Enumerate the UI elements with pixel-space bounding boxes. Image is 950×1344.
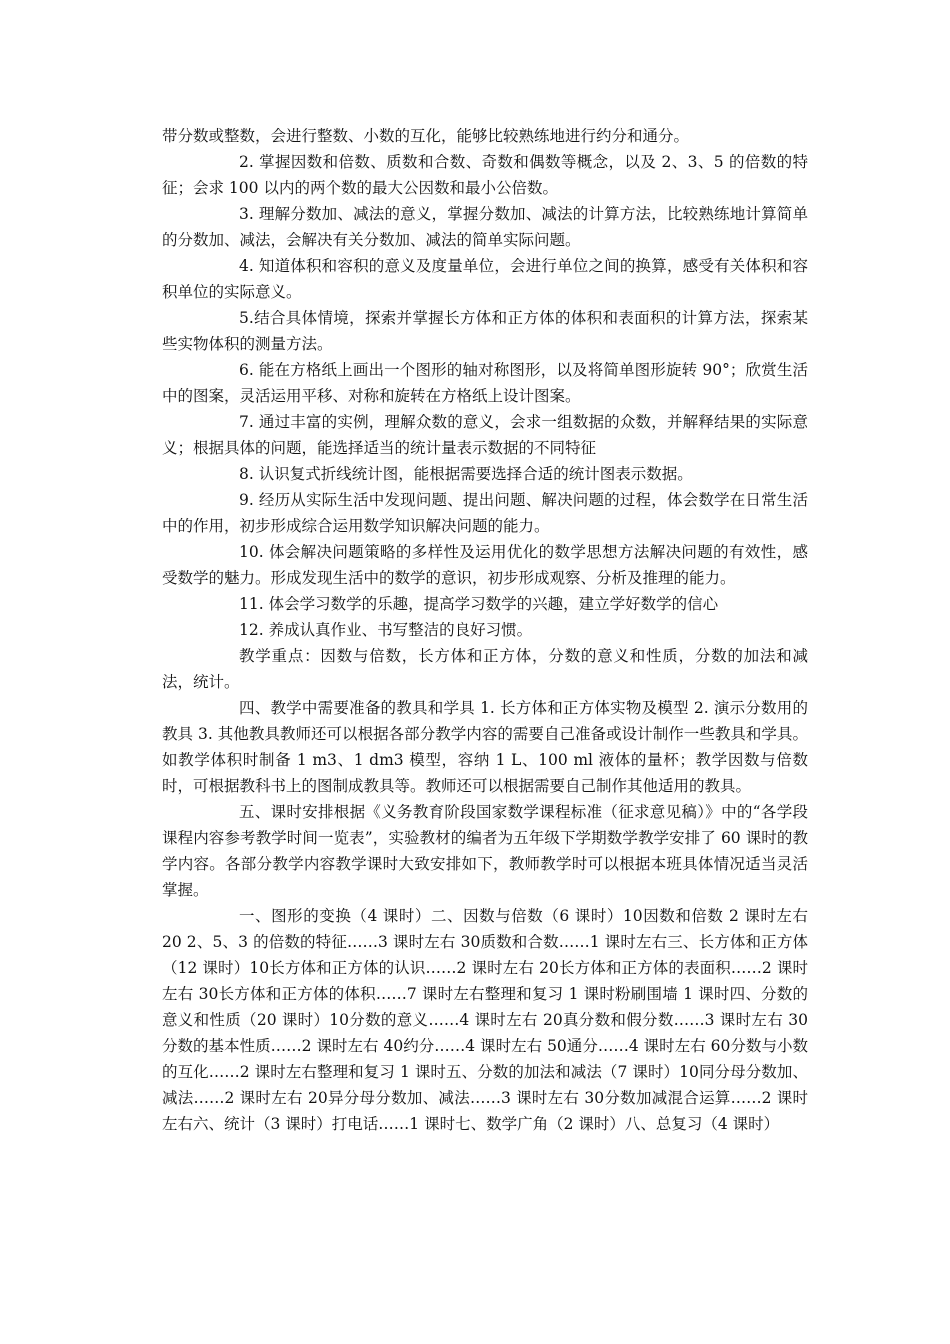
paragraph-item-5: 5.结合具体情境，探索并掌握长方体和正方体的体积和表面积的计算方法，探索某些实物体积的测量方法。 — [162, 309, 808, 353]
document-body — [162, 123, 808, 1137]
paragraph-item-12: 12. 养成认真作业、书写整洁的良好习惯。 — [239, 621, 533, 639]
paragraph-item-7: 7. 通过丰富的实例，理解众数的意义，会求一组数据的众数，并解释结果的实际意义；根据具体的问题，能选择适当的统计量表示数据的不同特征 — [162, 413, 808, 457]
paragraph-teaching-focus: 教学重点：因数与倍数，长方体和正方体，分数的意义和性质，分数的加法和减法，统计。 — [162, 647, 808, 691]
paragraph-item-3: 3. 理解分数加、减法的意义，掌握分数加、减法的计算方法，比较熟练地计算简单的分数加、减法，会解决有关分数加、减法的简单实际问题。 — [162, 205, 808, 249]
paragraph-item-8: 8. 认识复式折线统计图，能根据需要选择合适的统计图表示数据。 — [239, 465, 693, 483]
paragraph-section-4-teaching-aids: 四、教学中需要准备的教具和学具 1. 长方体和正方体实物及模型 2. 演示分数用的教具 3. 其他教具教师还可以根据各部分教学内容的需要自己准备或设计制作一些教具和学具。如教学体积时制备 1 m3、1 dm3 模型，容纳 1 L、100 ml 液体的量杯；教学因数与倍数时，可根据教科书上的图制成教具等。教师还可以根据需要自己制作其他适用的教具。 — [162, 699, 808, 795]
paragraph-fraction-conversion: 带分数或整数，会进行整数、小数的互化，能够比较熟练地进行约分和通分。 — [162, 127, 690, 145]
paragraph-item-10: 10. 体会解决问题策略的多样性及运用优化的数学思想方法解决问题的有效性，感受数学的魅力。形成发现生活中的数学的意识，初步形成观察、分析及推理的能力。 — [162, 543, 808, 587]
paragraph-item-2: 2. 掌握因数和倍数、质数和合数、奇数和偶数等概念，以及 2、3、5 的倍数的特征；会求 100 以内的两个数的最大公因数和最小公倍数。 — [162, 153, 808, 197]
paragraph-item-6: 6. 能在方格纸上画出一个图形的轴对称图形，以及将简单图形旋转 90°；欣赏生活中的图案，灵活运用平移、对称和旋转在方格纸上设计图案。 — [162, 361, 808, 405]
paragraph-item-4: 4. 知道体积和容积的意义及度量单位，会进行单位之间的换算，感受有关体积和容积单位的实际意义。 — [162, 257, 808, 301]
paragraph-item-11: 11. 体会学习数学的乐趣，提高学习数学的兴趣，建立学好数学的信心 — [239, 595, 719, 613]
paragraph-item-9: 9. 经历从实际生活中发现问题、提出问题、解决问题的过程，体会数学在日常生活中的作用，初步形成综合运用数学知识解决问题的能力。 — [162, 491, 808, 535]
paragraph-lesson-plan-outline: 一、图形的变换（4 课时）二、因数与倍数（6 课时）10因数和倍数 2 课时左右 20 2、5、3 的倍数的特征……3 课时左右 30质数和合数……1 课时左右三、长方体和正方体（12 课时）10长方体和正方体的认识……2 课时左右 20长方体和正方体的表面积……2 课时左右 30长方体和正方体的体积……7 课时左右整理和复习 1 课时粉刷围墙 1 课时四、分数的意义和性质（20 课时）10分数的意义……4 课时左右 20真分数和假分数……3 课时左右 30分数的基本性质……2 课时左右 40约分……4 课时左右 50通分……4 课时左右 60分数与小数的互化……2 课时左右整理和复习 1 课时五、分数的加法和减法（7 课时）10同分母分数加、减法……2 课时左右 20异分母分数加、减法……3 课时左右 30分数加减混合运算……2 课时左右六、统计（3 课时）打电话……1 课时七、数学广角（2 课时）八、总复习（4 课时） — [162, 907, 808, 1133]
paragraph-section-5-schedule: 五、课时安排根据《义务教育阶段国家数学课程标准（征求意见稿）》中的“各学段课程内容参考教学时间一览表”，实验教材的编者为五年级下学期数学教学安排了 60 课时的教学内容。各部分教学内容教学课时大致安排如下，教师教学时可以根据本班具体情况适当灵活掌握。 — [162, 803, 808, 899]
